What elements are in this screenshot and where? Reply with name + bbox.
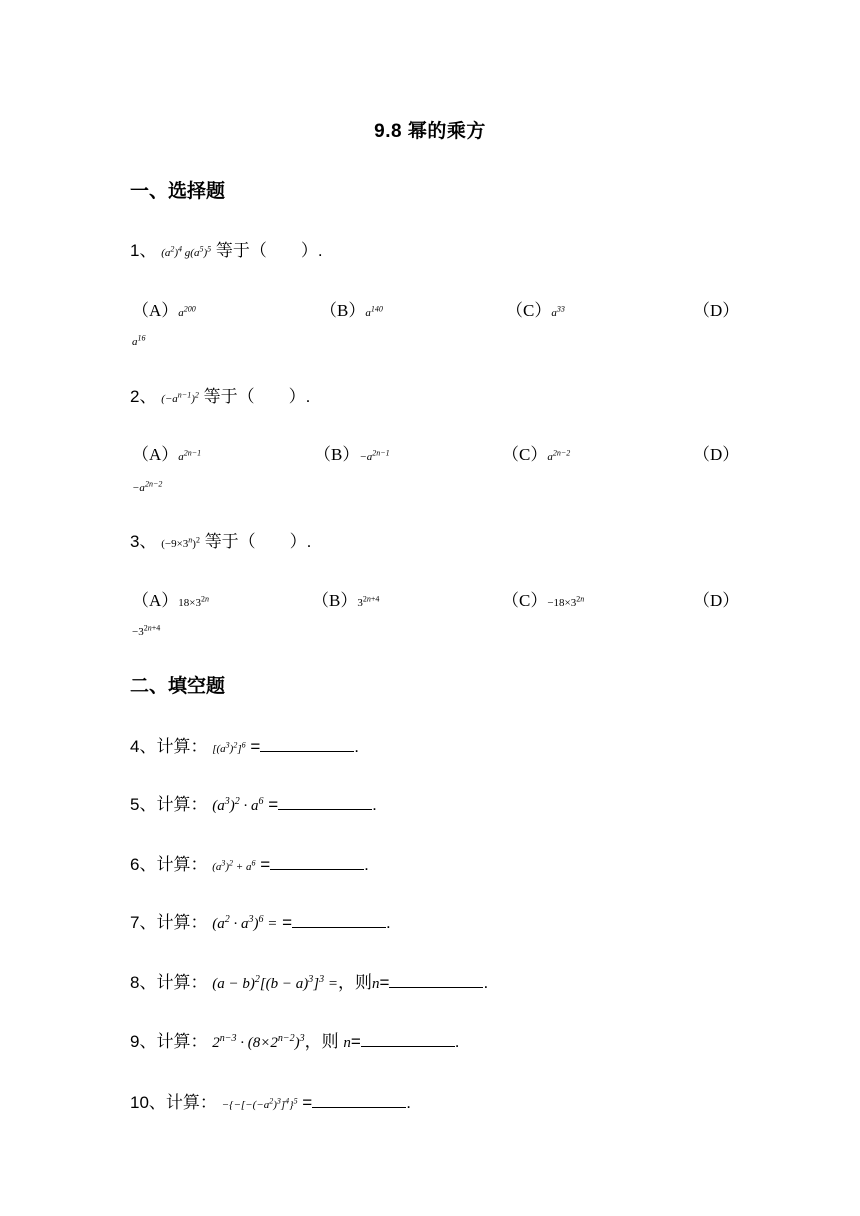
period: . bbox=[364, 855, 369, 874]
question-2 bbox=[130, 382, 310, 407]
question-4 bbox=[130, 732, 359, 757]
option-b[interactable]: $(B)-a^{2n-1}$ bbox=[314, 445, 390, 464]
math-expression: $(a^3)^2 \cdot a^6$ bbox=[212, 796, 264, 814]
option-c[interactable]: $(C)-18\times 3^{2n}$ bbox=[502, 591, 585, 610]
option-math: $a^{200}$ bbox=[178, 304, 196, 319]
question-prefix: 4、计算： bbox=[130, 737, 208, 756]
math-expression: $-\{-[-(-a^2)^3]^4\}^5$ bbox=[221, 1096, 298, 1111]
then-text: ，则 bbox=[304, 1032, 339, 1051]
equals-sign: = bbox=[250, 737, 261, 756]
equals-sign: = bbox=[379, 973, 390, 992]
answer-blank[interactable] bbox=[278, 795, 372, 810]
option-math: $-a^{2n-1}$ bbox=[359, 448, 390, 463]
answer-blank[interactable] bbox=[292, 913, 386, 928]
math-expression: $2^{n-3} \cdot (8\times 2^{n-2})^3$ bbox=[212, 1033, 305, 1051]
variable-n: n bbox=[343, 1035, 351, 1051]
option-d[interactable]: （D） bbox=[693, 445, 740, 464]
option-b[interactable]: $(B)a^{140}$ bbox=[320, 301, 383, 320]
question-stem: 等于（ ）. bbox=[203, 387, 311, 406]
question-3 bbox=[130, 527, 311, 552]
option-math: $a^{2n-1}$ bbox=[178, 448, 202, 463]
then-text: ，则 bbox=[338, 973, 372, 992]
option-math: $18\times 3^{2n}$ bbox=[178, 594, 209, 609]
answer-blank[interactable] bbox=[312, 1093, 406, 1108]
question-prefix: 9、计算： bbox=[130, 1032, 208, 1051]
period: . bbox=[454, 1032, 460, 1051]
section-choice-heading: 一、选择题 bbox=[130, 181, 226, 202]
option-c[interactable]: $(C)a^{33}$ bbox=[506, 301, 565, 320]
option-a[interactable]: $(A)a^{2n-1}$ bbox=[132, 445, 202, 464]
option-d-math: $-3^{2n+4}$ bbox=[132, 623, 161, 638]
option-d-math: $-a^{2n-2}$ bbox=[132, 479, 163, 494]
question-stem: 等于（ ）. bbox=[204, 532, 312, 551]
question-1 bbox=[130, 236, 323, 261]
question-prefix: 6、计算： bbox=[130, 855, 208, 874]
section-fill-heading: 二、填空题 bbox=[130, 676, 226, 697]
answer-blank[interactable] bbox=[270, 855, 364, 870]
question-number: 1、 bbox=[130, 241, 157, 260]
period: . bbox=[372, 795, 377, 814]
period: . bbox=[406, 1093, 411, 1112]
option-b[interactable]: $(B)3^{2n+4}$ bbox=[312, 591, 380, 610]
question-number: 2、 bbox=[130, 387, 157, 406]
question-7 bbox=[130, 908, 391, 933]
variable-n: n bbox=[372, 976, 380, 992]
option-d[interactable]: （D） bbox=[693, 301, 740, 320]
answer-blank[interactable] bbox=[389, 973, 483, 988]
question-6 bbox=[130, 850, 369, 875]
option-math: $3^{2n+4}$ bbox=[357, 594, 380, 609]
option-a[interactable]: $(A)18\times 3^{2n}$ bbox=[132, 591, 209, 610]
equals-sign: = bbox=[302, 1093, 313, 1112]
math-expression: $(a - b)^2[(b - a)^3]^3$ = bbox=[212, 974, 338, 992]
option-math: $a^{2n-2}$ bbox=[547, 448, 571, 463]
math-expression: $(-a^{n-1})^2$ bbox=[161, 390, 199, 405]
answer-blank[interactable] bbox=[260, 737, 354, 752]
option-d[interactable]: （D） bbox=[693, 591, 740, 610]
option-math: $a^{140}$ bbox=[365, 304, 383, 319]
option-a[interactable]: $(A)a^{200}$ bbox=[132, 301, 196, 320]
question-stem: 等于（ ）. bbox=[215, 241, 323, 260]
option-math: $a^{33}$ bbox=[551, 304, 565, 319]
math-expression: $[(a^3)^2]^6$ bbox=[212, 740, 246, 755]
question-8 bbox=[130, 968, 488, 993]
equals-sign: = bbox=[282, 913, 292, 932]
question-prefix: 5、计算： bbox=[130, 795, 208, 814]
option-d-math: $a^{16}$ bbox=[132, 333, 146, 348]
period: . bbox=[354, 737, 360, 756]
equals-sign: = bbox=[350, 1032, 361, 1051]
question-number: 3、 bbox=[130, 532, 157, 551]
period: . bbox=[483, 973, 489, 992]
answer-blank[interactable] bbox=[361, 1032, 455, 1047]
page-title: 9.8 幂的乘方 bbox=[374, 121, 486, 142]
question-prefix: 8、计算： bbox=[130, 973, 208, 992]
question-9 bbox=[130, 1027, 459, 1052]
period: . bbox=[386, 913, 391, 932]
math-expression: $(a^2 \cdot a^3)^6$ = bbox=[212, 914, 278, 932]
math-expression: $(a^2)^4$ $g(a^5)^5$ bbox=[161, 244, 212, 259]
question-5 bbox=[130, 790, 377, 815]
question-prefix: 7、计算： bbox=[130, 913, 208, 932]
option-math: $-18\times 3^{2n}$ bbox=[547, 594, 585, 609]
question-prefix: 10、计算： bbox=[130, 1093, 217, 1112]
math-expression: $(-9\times 3^n)^2$ bbox=[161, 535, 200, 550]
option-c[interactable]: $(C)a^{2n-2}$ bbox=[502, 445, 571, 464]
question-10 bbox=[130, 1088, 411, 1113]
math-expression: $(a^3)^2 + a^6$ bbox=[212, 858, 256, 873]
equals-sign: = bbox=[260, 855, 271, 874]
equals-sign: = bbox=[268, 795, 279, 814]
